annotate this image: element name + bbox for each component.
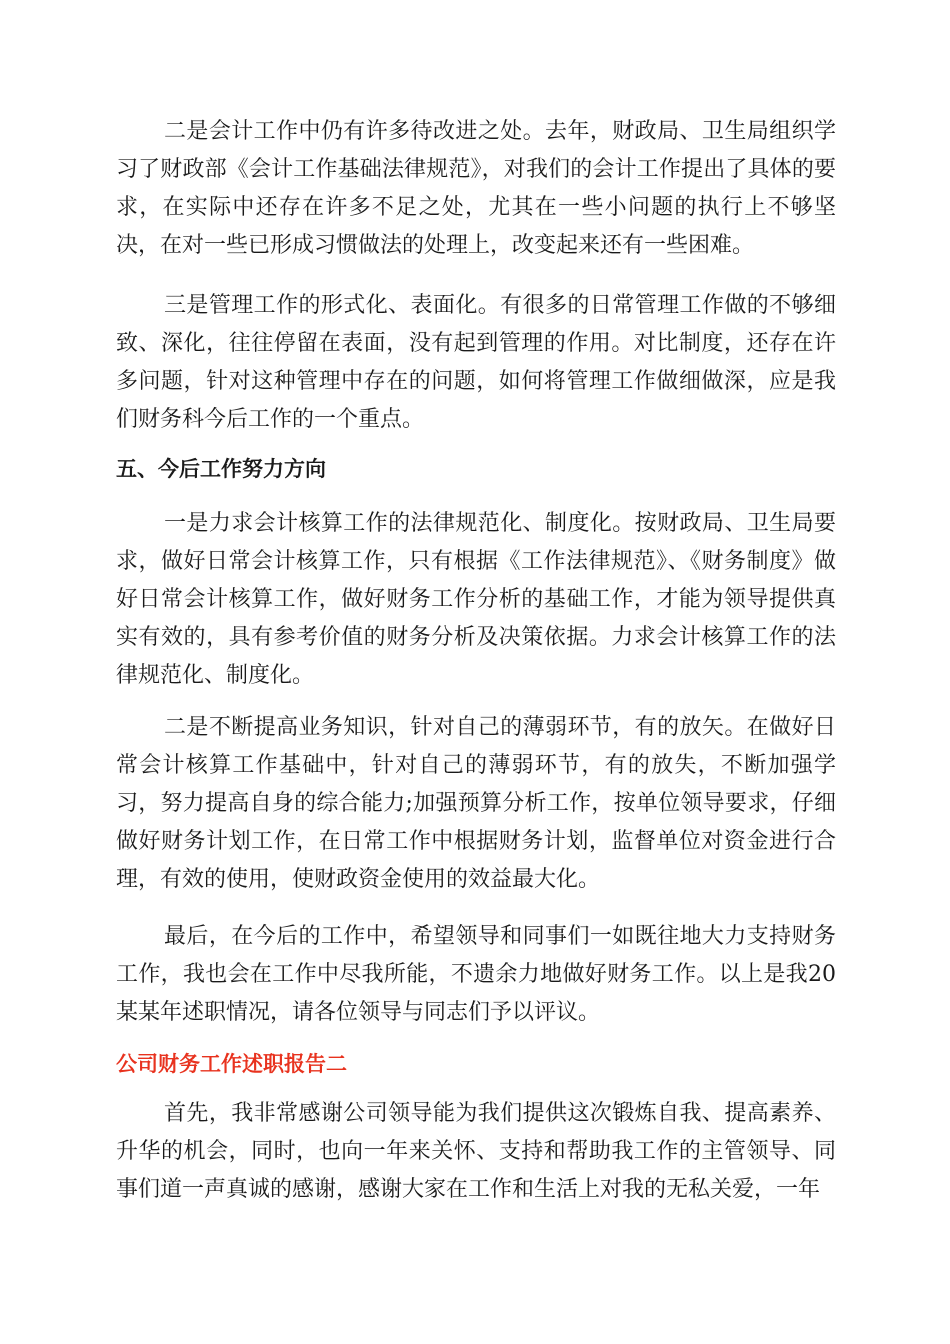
paragraph-accounting-improvement: 二是会计工作中仍有许多待改进之处。去年，财政局、卫生局组织学习了财政部《会计工作基础法律规范》，对我们的会计工作提出了具体的要求，在实际中还存在许多不足之处，尤其在一些小问题的执行上不够坚决，在对一些已形成习惯做法的处理上，改变起来还有一些困难。 [116,119,836,258]
report-title: 公司财务工作述职报告二 [116,1052,347,1076]
section-heading-future-direction: 五、今后工作努力方向 [116,457,326,481]
paragraph-accounting-standardization: 一是力求会计核算工作的法律规范化、制度化。按财政局、卫生局要求，做好日常会计核算工作，只有根据《工作法律规范》、《财务制度》做好日常会计核算工作，做好财务工作分析的基础工作，才能为领导提供真实有效的，具有参考价值的财务分析及决策依据。力求会计核算工作的法律规范化、制度化。 [116,511,836,688]
paragraph-improve-knowledge: 二是不断提高业务知识，针对自己的薄弱环节，有的放矢。在做好日常会计核算工作基础中，针对自己的薄弱环节，有的放失，不断加强学习，努力提高自身的综合能力;加强预算分析工作，按单位领导要求，仔细做好财务计划工作，在日常工作中根据财务计划，监督单位对资金进行合理，有效的使用，使财政资金使用的效益最大化。 [116,715,836,892]
paragraph-management-formality: 三是管理工作的形式化、表面化。有很多的日常管理工作做的不够细致、深化，往往停留在表面，没有起到管理的作用。对比制度，还存在许多问题，针对这种管理中存在的问题，如何将管理工作做细做深，应是我们财务科今后工作的一个重点。 [116,293,836,432]
paragraph-closing: 最后，在今后的工作中，希望领导和同事们一如既往地大力支持财务工作，我也会在工作中尽我所能，不遗余力地做好财务工作。以上是我20某某年述职情况，请各位领导与同志们予以评议。 [116,924,836,1025]
paragraph-gratitude: 首先，我非常感谢公司领导能为我们提供这次锻炼自我、提高素养、升华的机会，同时，也向一年来关怀、支持和帮助我工作的主管领导、同事们道一声真诚的感谢，感谢大家在工作和生活上对我的无私关爱，一年 [116,1101,836,1202]
